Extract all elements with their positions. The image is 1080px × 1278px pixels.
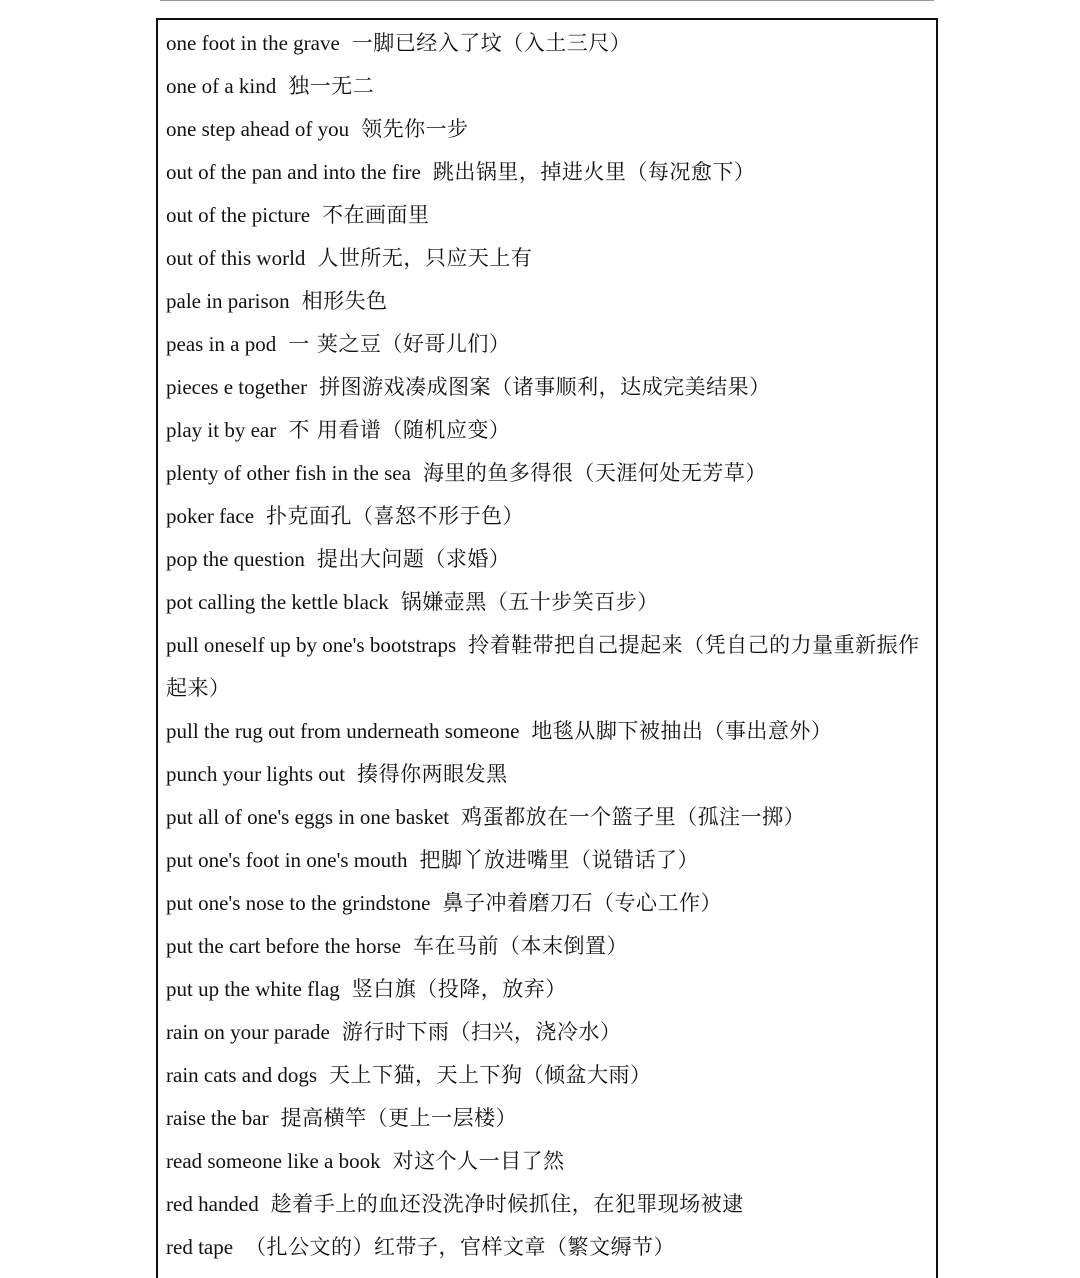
idiom-english: put one's foot in one's mouth	[166, 848, 408, 872]
idiom-chinese: 海里的鱼多得很（天涯何处无芳草）	[422, 461, 767, 485]
idiom-english: punch your lights out	[166, 762, 346, 786]
list-item	[166, 796, 934, 839]
idiom-english: red handed	[166, 1192, 259, 1216]
list-item	[166, 409, 934, 452]
idiom-english: out of the pan and into the fire	[166, 160, 421, 184]
idiom-chinese: 拎着鞋带把自己提起来（凭自己的力量重新振作起来）	[166, 633, 920, 700]
idiom-chinese: 拼图游戏凑成图案（诸事顺利，达成完美结果）	[319, 375, 771, 399]
idiom-chinese: 不 用看谱（随机应变）	[288, 418, 511, 442]
list-item	[166, 194, 934, 237]
idiom-english: pot calling the kettle black	[166, 590, 389, 614]
idiom-english: peas in a pod	[166, 332, 277, 356]
idiom-chinese: 地毯从脚下被抽出（事出意外）	[531, 719, 833, 743]
idiom-english: pull the rug out from underneath someone	[166, 719, 520, 743]
idiom-english: pop the question	[166, 547, 305, 571]
idiom-chinese: 锅嫌壶黑（五十步笑百步）	[400, 590, 659, 614]
idiom-chinese: 天上下猫，天上下狗（倾盆大雨）	[329, 1063, 652, 1087]
idiom-english: out of this world	[166, 246, 306, 270]
list-item	[166, 151, 934, 194]
list-item	[166, 624, 934, 710]
idiom-chinese: 提出大问题（求婚）	[316, 547, 511, 571]
list-item	[166, 1011, 934, 1054]
idiom-chinese: 对这个人一目了然	[392, 1149, 565, 1173]
list-item	[166, 237, 934, 280]
list-item	[166, 22, 934, 65]
list-item	[166, 753, 934, 796]
idiom-chinese: 车在马前（本末倒置）	[412, 934, 628, 958]
idiom-chinese: 一 荚之豆（好哥儿们）	[288, 332, 511, 356]
list-item	[166, 65, 934, 108]
list-item	[166, 280, 934, 323]
idiom-english: put the cart before the horse	[166, 934, 401, 958]
list-item	[166, 1054, 934, 1097]
idiom-english: pull oneself up by one's bootstraps	[166, 633, 457, 657]
idiom-english: raise the bar	[166, 1106, 269, 1130]
idiom-english: put one's nose to the grindstone	[166, 891, 431, 915]
idiom-chinese: 扑克面孔（喜怒不形于色）	[266, 504, 525, 528]
idiom-english: one of a kind	[166, 74, 277, 98]
idiom-chinese: 鼻子冲着磨刀石（专心工作）	[442, 891, 722, 915]
list-item	[166, 1097, 934, 1140]
idiom-english: red tape	[166, 1235, 234, 1259]
idiom-chinese: 独一无二	[288, 74, 375, 98]
idiom-english: pieces e together	[166, 375, 308, 399]
idiom-chinese: 鸡蛋都放在一个篮子里（孤注一掷）	[461, 805, 806, 829]
idiom-english: one step ahead of you	[166, 117, 350, 141]
idiom-chinese: 竖白旗（投降，放弃）	[351, 977, 567, 1001]
idiom-chinese: 跳出锅里，掉进火里（每况愈下）	[432, 160, 756, 184]
idiom-chinese: 人世所无，只应天上有	[317, 246, 533, 270]
idiom-chinese: 揍得你两眼发黑	[357, 762, 508, 786]
list-item	[166, 882, 934, 925]
list-item	[166, 495, 934, 538]
idiom-english: poker face	[166, 504, 255, 528]
list-item	[166, 108, 934, 151]
idiom-chinese: 领先你一步	[361, 117, 469, 141]
idiom-english: play it by ear	[166, 418, 277, 442]
idiom-english: one foot in the grave	[166, 31, 340, 55]
idiom-list	[166, 22, 934, 1269]
list-item	[166, 323, 934, 366]
idiom-english: rain cats and dogs	[166, 1063, 318, 1087]
list-item	[166, 366, 934, 409]
idiom-english: put all of one's eggs in one basket	[166, 805, 450, 829]
list-item	[166, 452, 934, 495]
idiom-english: rain on your parade	[166, 1020, 330, 1044]
list-item	[166, 925, 934, 968]
idiom-english: out of the picture	[166, 203, 311, 227]
list-item	[166, 710, 934, 753]
idiom-chinese: 一脚已经入了坟（入土三尺）	[351, 31, 632, 55]
idiom-chinese: 趁着手上的血还没洗净时候抓住，在犯罪现场被逮	[270, 1192, 744, 1216]
list-item	[166, 968, 934, 1011]
idiom-chinese: 游行时下雨（扫兴，浇冷水）	[341, 1020, 622, 1044]
list-item	[166, 839, 934, 882]
idiom-chinese: （扎公文的）红带子，官样文章（繁文缛节）	[245, 1235, 676, 1259]
list-item	[166, 1226, 934, 1269]
idiom-english: read someone like a book	[166, 1149, 381, 1173]
idiom-chinese: 提高横竿（更上一层楼）	[280, 1106, 518, 1130]
list-item	[166, 581, 934, 624]
idiom-english: put up the white flag	[166, 977, 340, 1001]
list-item	[166, 1140, 934, 1183]
idiom-chinese: 相形失色	[301, 289, 388, 313]
idiom-english: pale in parison	[166, 289, 290, 313]
list-item	[166, 538, 934, 581]
list-item	[166, 1183, 934, 1226]
top-rule	[160, 0, 934, 1]
idiom-english: plenty of other fish in the sea	[166, 461, 411, 485]
idiom-chinese: 不在画面里	[322, 203, 430, 227]
idiom-chinese: 把脚丫放进嘴里（说错话了）	[419, 848, 699, 872]
